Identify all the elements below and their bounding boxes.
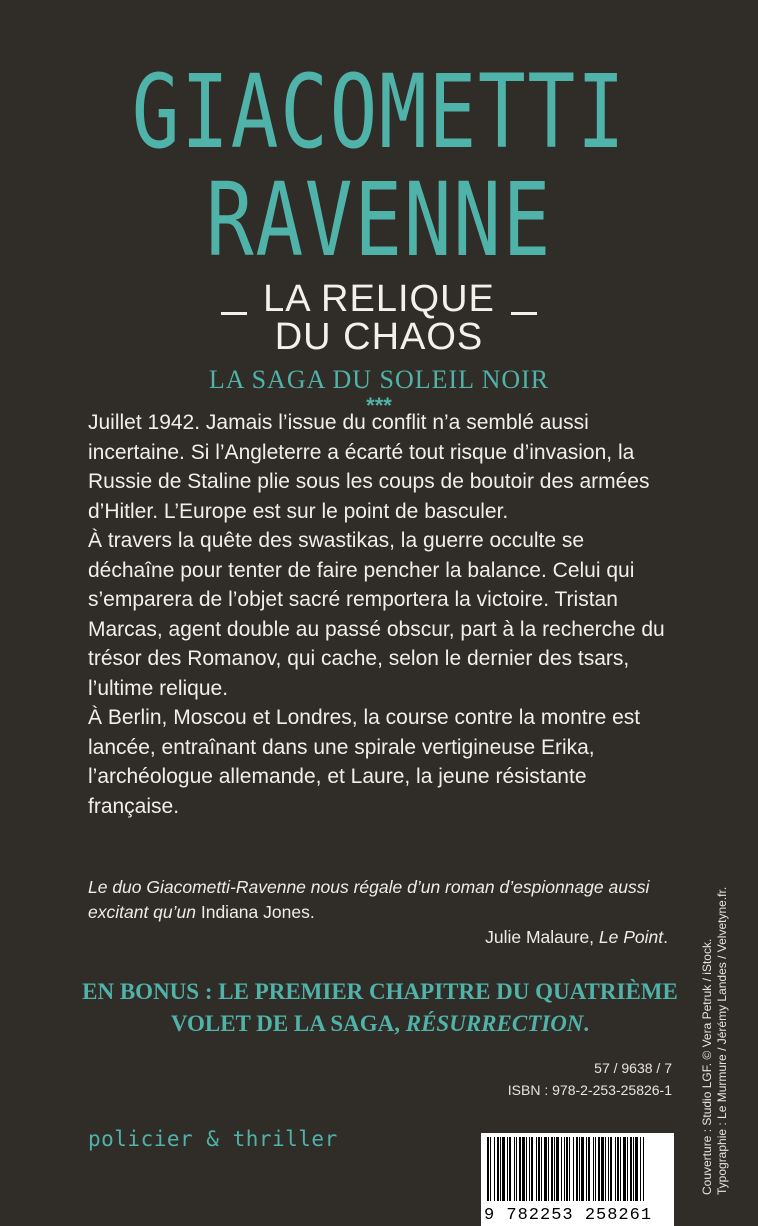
barcode-bars	[487, 1137, 668, 1201]
barcode-bar	[526, 1137, 527, 1201]
barcode	[481, 1133, 674, 1226]
genre-label: policier & thriller	[88, 1127, 338, 1151]
barcode-bar	[601, 1137, 604, 1201]
barcode-bar	[608, 1137, 609, 1201]
barcode-bar	[595, 1137, 596, 1201]
barcode-bar	[529, 1137, 530, 1201]
barcode-bar	[633, 1137, 634, 1201]
bonus-line-2	[60, 1008, 700, 1040]
barcode-bar	[561, 1137, 562, 1201]
barcode-bar	[531, 1137, 533, 1201]
barcode-bar	[487, 1137, 489, 1201]
quote-text-part: Le duo Giacometti-Ravenne nous régale d’un roman d’espionnage aussi excitant qu’un	[88, 877, 650, 922]
isbn: ISBN : 978-2-253-25826-1	[507, 1082, 672, 1098]
summary-paragraph: À Berlin, Moscou et Londres, la course contre la montre est lancée, entraînant dans une spirale vertigineuse Erika, l’archéologue allemande, et Laure, la jeune résistante française.	[88, 706, 641, 818]
barcode-bar	[620, 1137, 621, 1201]
barcode-bar	[581, 1137, 584, 1201]
barcode-bar	[617, 1137, 619, 1201]
barcode-bar	[564, 1137, 565, 1201]
credits-line-2: Typographie : Le Murmure / Jérémy Landes / Velvetyne.fr.	[715, 886, 729, 1195]
barcode-bar	[514, 1137, 515, 1201]
bonus-line-2-prefix: VOLET DE LA SAGA,	[170, 1011, 406, 1036]
barcode-bar	[640, 1137, 641, 1201]
summary-paragraph: Juillet 1942. Jamais l’issue du conflit n’a semblé aussi incertaine. Si l’Angleterre a écarté tout risque d’invasion, la Russie de Staline plie sous les coups de boutoir des armées d’Hitler. L’Europe est sur le point de basculer.	[88, 411, 650, 523]
barcode-bar	[507, 1137, 508, 1201]
bonus-book-title: RÉSURRECTION	[405, 1011, 584, 1036]
barcode-bar	[615, 1137, 616, 1201]
barcode-bar	[605, 1137, 606, 1201]
book-title-line-2: DU CHAOS	[274, 316, 484, 358]
cover-credits	[700, 775, 730, 1195]
barcode-bar	[573, 1137, 574, 1201]
barcode-bar	[500, 1137, 501, 1201]
barcode-bar	[566, 1137, 568, 1201]
barcode-digits: 9 782253 258261	[484, 1206, 653, 1225]
bonus-note	[60, 976, 700, 1040]
barcode-bar	[536, 1137, 537, 1201]
barcode-bar	[586, 1137, 587, 1201]
summary-paragraph: À travers la quête des swastikas, la guerre occulte se déchaîne pour tenter de faire pencher la balance. Celui qui s’emparera de l’objet sacré remportera la victoire. Tristan Marcas, agent double au passé obscur, part à la recherche du trésor des Romanov, qui cache, selon le dernier des tsars, l’ultime relique.	[88, 529, 665, 700]
quote-film-reference: Indiana Jones	[200, 902, 310, 922]
barcode-bar	[554, 1137, 555, 1201]
barcode-bar	[494, 1137, 495, 1201]
barcode-bar	[598, 1137, 600, 1201]
barcode-bar	[623, 1137, 626, 1201]
barcode-bar	[610, 1137, 612, 1201]
barcode-bar	[490, 1137, 491, 1201]
volume-stars: ***	[366, 393, 392, 418]
barcode-bar	[544, 1137, 547, 1201]
quote-source: Le Point	[598, 927, 664, 947]
author-name-1: GIACOMETTI	[131, 53, 627, 172]
barcode-bar	[593, 1137, 594, 1201]
barcode-bar	[579, 1137, 580, 1201]
barcode-bar	[548, 1137, 549, 1201]
quote-attribution-end: .	[663, 927, 668, 947]
barcode-bar	[635, 1137, 638, 1201]
barcode-bar	[556, 1137, 559, 1201]
barcode-bar	[522, 1137, 525, 1201]
saga-name: LA SAGA DU SOLEIL NOIR	[208, 365, 550, 394]
catalog-number: 57 / 9638 / 7	[594, 1060, 672, 1076]
quote-text-end: .	[309, 902, 315, 922]
quote-text	[88, 875, 668, 925]
barcode-bar	[519, 1137, 521, 1201]
barcode-bar	[502, 1137, 505, 1201]
credits-line-1: Couverture : Studio LGF. © Vera Petruk / iStock.	[700, 938, 714, 1195]
book-title-line-1: LA RELIQUE	[263, 278, 495, 320]
barcode-bar	[630, 1137, 632, 1201]
barcode-bar	[509, 1137, 511, 1201]
author-name-2: RAVENNE	[205, 161, 553, 280]
publisher-codes	[508, 1057, 672, 1101]
barcode-bar	[576, 1137, 578, 1201]
barcode-bar	[538, 1137, 540, 1201]
barcode-bar	[497, 1137, 499, 1201]
barcode-bar	[588, 1137, 590, 1201]
bonus-line-2-end: .	[583, 1011, 590, 1036]
barcode-bar	[516, 1137, 517, 1201]
barcode-bar	[627, 1137, 628, 1201]
barcode-bar	[569, 1137, 570, 1201]
barcode-bar	[541, 1137, 542, 1201]
barcode-bar	[643, 1137, 644, 1201]
book-title	[0, 280, 758, 356]
barcode-bar	[551, 1137, 553, 1201]
bonus-line-1: EN BONUS : LE PREMIER CHAPITRE DU QUATRIÈME	[82, 979, 678, 1004]
summary-text	[88, 408, 668, 821]
quote-author: Julie Malaure,	[485, 927, 599, 947]
quote-attribution	[88, 925, 668, 950]
press-quote	[88, 875, 668, 950]
